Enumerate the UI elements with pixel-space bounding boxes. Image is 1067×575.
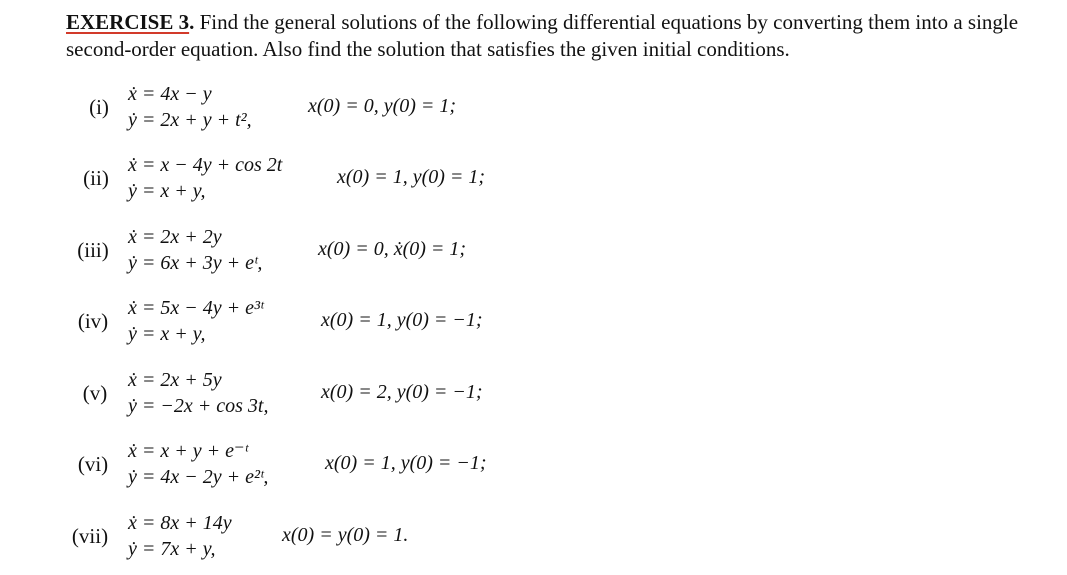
item-label: (iii) — [77, 238, 109, 262]
equation-x-dot: ẋ = 8x + 14y — [128, 512, 232, 534]
item-label: (ii) — [83, 166, 109, 190]
equation-x-dot: ẋ = 2x + 2y — [128, 226, 222, 248]
equation-system — [128, 510, 232, 562]
equation-system — [128, 295, 263, 347]
item-label: (i) — [89, 95, 109, 119]
equation-y-dot: ẏ = x + y, — [128, 323, 206, 345]
initial-conditions: x(0) = 1, y(0) = −1; — [325, 452, 487, 474]
item-label: (v) — [82, 381, 108, 405]
equation-system — [128, 152, 282, 204]
exercise-item-v — [0, 367, 1067, 427]
equation-x-dot: ẋ = 2x + 5y — [128, 369, 222, 391]
exercise-instructions: Find the general solutions of the following differential equations by converting them into a single second-order equation. Also find the solution that satisfies the given initial conditions. — [66, 10, 1019, 61]
equation-x-dot: ẋ = x − 4y + cos 2t — [128, 154, 283, 176]
equation-y-dot: ẏ = 4x − 2y + e²ᵗ, — [128, 466, 269, 488]
initial-conditions: x(0) = y(0) = 1. — [282, 524, 409, 546]
equation-y-dot: ẏ = 6x + 3y + eᵗ, — [128, 252, 263, 274]
initial-conditions: x(0) = 0, y(0) = 1; — [308, 95, 457, 117]
equation-system — [128, 367, 268, 419]
equation-x-dot: ẋ = x + y + e⁻ᵗ — [128, 440, 248, 462]
exercise-item-vii — [0, 510, 1067, 570]
exercise-item-vi — [0, 438, 1067, 498]
item-label: (vi) — [77, 452, 109, 476]
equation-y-dot: ẏ = x + y, — [128, 180, 206, 202]
equation-y-dot: ẏ = 7x + y, — [128, 538, 216, 560]
equation-system — [128, 81, 252, 133]
exercise-item-iii — [0, 224, 1067, 284]
exercise-label-dot: . — [189, 10, 195, 34]
exercise-item-i — [0, 81, 1067, 141]
equation-system — [128, 224, 262, 276]
exercise-item-iv — [0, 295, 1067, 355]
equation-y-dot: ẏ = −2x + cos 3t, — [128, 395, 269, 417]
initial-conditions: x(0) = 1, y(0) = 1; — [337, 166, 486, 188]
item-label: (iv) — [77, 309, 109, 333]
exercise-label: EXERCISE 3 — [66, 10, 190, 34]
initial-conditions: x(0) = 0, ẋ(0) = 1; — [318, 238, 467, 260]
item-label: (vii) — [71, 524, 109, 548]
equation-system — [128, 438, 268, 490]
equation-x-dot: ẋ = 5x − 4y + e³ᵗ — [128, 297, 264, 319]
equation-x-dot: ẋ = 4x − y — [128, 83, 212, 105]
initial-conditions: x(0) = 2, y(0) = −1; — [321, 381, 483, 403]
exercise-item-ii — [0, 152, 1067, 212]
equation-y-dot: ẏ = 2x + y + t², — [128, 109, 252, 131]
initial-conditions: x(0) = 1, y(0) = −1; — [321, 309, 483, 331]
exercise-heading — [66, 9, 1056, 63]
